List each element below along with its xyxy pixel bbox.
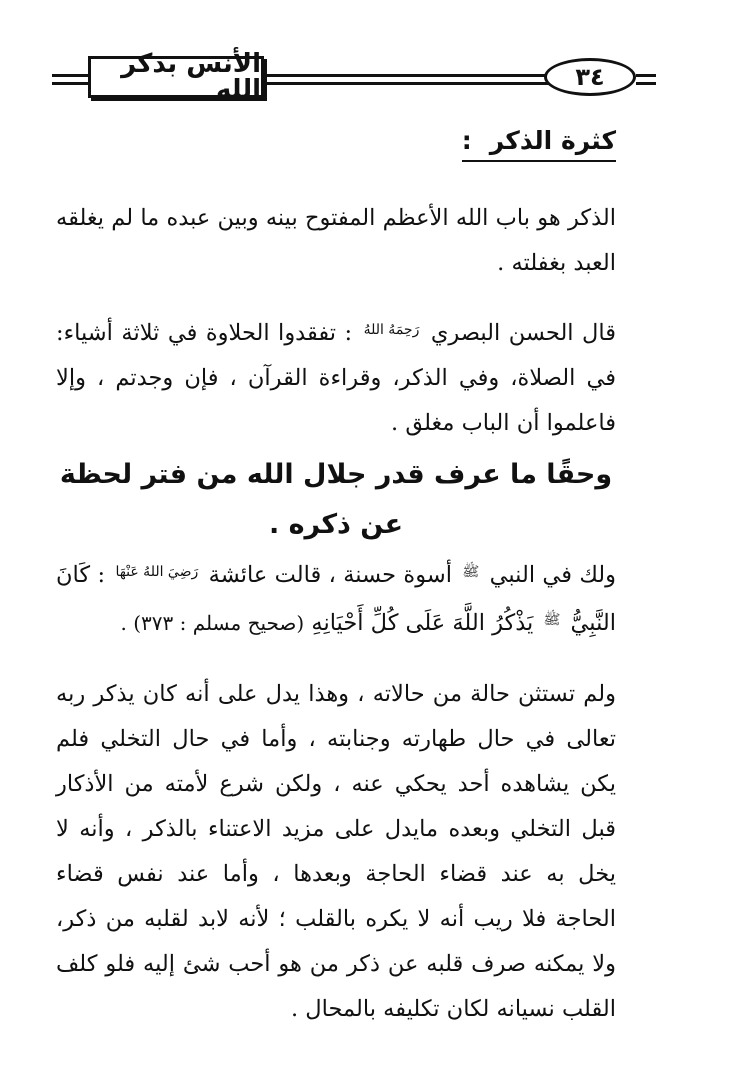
book-title: الأنس بذكر الله xyxy=(88,56,264,98)
page-number: ٣٤ xyxy=(544,58,636,96)
section-heading-text: كثرة الذكر xyxy=(489,126,616,155)
honorific-mark: ﷺ xyxy=(543,612,561,628)
citation: (صحيح مسلم : ٣٧٣) . xyxy=(120,611,305,635)
paragraph-1: الذكر هو باب الله الأعظم المفتوح بينه وبين عبده ما لم يغلقه العبد بغفلته . xyxy=(56,205,616,276)
section-heading xyxy=(462,126,616,162)
header-rule xyxy=(52,74,88,77)
header-rule xyxy=(636,74,656,77)
p2-text-before: قال الحسن البصري xyxy=(430,320,616,346)
header-rule xyxy=(52,82,88,85)
paragraph-3 xyxy=(56,550,616,646)
paragraph-4: ولم تستثن حالة من حالاته ، وهذا يدل على أنه كان يذكر ربه تعالى في حال طهارته وجنابته ، وأما في حال التخلي فلم يكن يشاهده أحد يحكي عنه ، ولكن شرع لأمته من الأذكار قبل التخلي وبعده مايدل على مزيد الاعتناء بالذكر ، وأنه لا يخل به عند قضاء الحاجة وبعدها ، وأما عند نفس قضاء الحاجة فلا ريب أنه لا يكره بالقلب ؛ لأنه لابد لقلبه من ذكر، ولا يمكنه صرف قلبه عن ذكر من هو أحب شئ إليه فلو كلف القلب نسيانه لكان تكليفه بالمحال . xyxy=(56,681,616,1022)
emphasis-line: وحقًا ما عرف قدر جلال الله من فتر لحظة عن ذكره . xyxy=(59,459,613,540)
honorific-mark: رَضِيَ اللهُ عَنْهَا xyxy=(115,564,199,580)
p3-text: ولك في النبي xyxy=(489,562,616,588)
p3-text: أسوة حسنة ، قالت عائشة xyxy=(208,562,452,588)
hadith-text: كَانَ النَّبِيُّ xyxy=(56,562,616,636)
paragraph-2 xyxy=(56,308,616,446)
section-heading-colon: : xyxy=(461,126,472,155)
hadith-text: يَذْكُرُ اللَّهَ عَلَى كُلِّ أَحْيَانِهِ xyxy=(311,610,534,636)
p2-text-after: : تفقدوا الحلاوة في ثلاثة أشياء: في الصلاة، وفي الذكر، وقراءة القرآن ، فإن وجدتم ، وإلا فاعلموا أن الباب مغلق . xyxy=(56,320,616,436)
page-body xyxy=(56,118,616,1032)
p3-text: : xyxy=(97,562,106,588)
honorific-mark: رَحِمَهُ اللهُ xyxy=(363,322,420,338)
header-rule xyxy=(636,82,656,85)
running-header xyxy=(52,49,656,105)
honorific-mark: ﷺ xyxy=(462,564,480,580)
